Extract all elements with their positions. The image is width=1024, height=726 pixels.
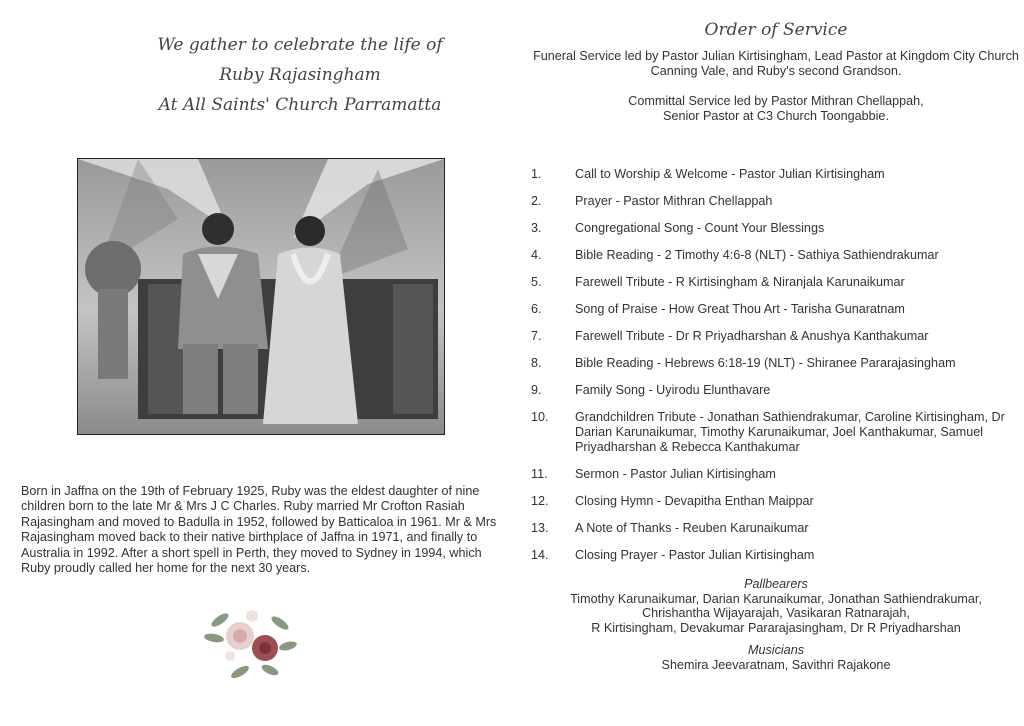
service-item (531, 494, 1011, 509)
item-text: Call to Worship & Welcome - Pastor Julian Kirtisingham (575, 167, 885, 181)
item-number: 14. (531, 548, 549, 562)
service-item (531, 329, 1011, 344)
service-program-list (531, 167, 1011, 575)
item-number: 9. (531, 383, 542, 397)
pallbearers-heading: Pallbearers (744, 577, 808, 591)
item-text: Family Song - Uyirodu Elunthavare (575, 383, 771, 397)
item-text: Congregational Song - Count Your Blessings (575, 221, 825, 235)
header-line-name: Ruby Rajasingham (219, 65, 381, 85)
tribute-header (40, 30, 560, 120)
service-item (531, 383, 1011, 398)
pallbearers-line-3: R Kirtisingham, Devakumar Pararajasingham, Dr R Priyadharshan (591, 620, 961, 635)
item-text: Grandchildren Tribute - Jonathan Sathiendrakumar, Caroline Kirtisingham, Dr Darian Karunaikumar, Timothy Karunaikumar, Joel Kanthakumar, Samuel Priyadharshan & Rebecca Kanthakumar (575, 410, 1005, 454)
committal-line-2: Senior Pastor at C3 Church Toongabbie. (663, 109, 889, 123)
musicians-heading: Musicians (748, 643, 804, 657)
service-item (531, 248, 1011, 263)
service-item (531, 467, 1011, 482)
item-number: 6. (531, 302, 542, 316)
service-item (531, 548, 1011, 563)
service-item (531, 167, 1011, 182)
service-item (531, 275, 1011, 290)
floral-ornament (200, 598, 300, 686)
item-text: Closing Prayer - Pastor Julian Kirtisingham (575, 548, 815, 562)
funeral-service-intro: Funeral Service led by Pastor Julian Kirtisingham, Lead Pastor at Kingdom City Church Canning Vale, and Ruby's second Grandson. (533, 49, 1019, 78)
item-text: Bible Reading - Hebrews 6:18-19 (NLT) - Shiranee Pararajasingham (575, 356, 956, 370)
service-item (531, 410, 1011, 455)
service-item (531, 356, 1011, 371)
order-of-service-title: Order of Service (704, 20, 848, 40)
item-number: 5. (531, 275, 542, 289)
pallbearers-line-2: Chrishantha Wijayarajah, Vasikaran Ratnarajah, (642, 606, 910, 620)
item-number: 3. (531, 221, 542, 235)
item-number: 8. (531, 356, 542, 370)
service-item (531, 302, 1011, 317)
service-header (530, 18, 1022, 124)
committal-line-1: Committal Service led by Pastor Mithran Chellappah, (628, 94, 924, 108)
item-number: 13. (531, 521, 549, 535)
item-number: 12. (531, 494, 549, 508)
service-item (531, 521, 1011, 536)
item-text: A Note of Thanks - Reuben Karunaikumar (575, 521, 809, 535)
item-text: Farewell Tribute - Dr R Priyadharshan & Anushya Kanthakumar (575, 329, 929, 343)
item-number: 10. (531, 410, 549, 424)
header-line-venue: At All Saints' Church Parramatta (158, 95, 442, 115)
pallbearers-line-1: Timothy Karunaikumar, Darian Karunaikumar, Jonathan Sathiendrakumar, (570, 591, 982, 606)
musicians-names: Shemira Jeevaratnam, Savithri Rajakone (661, 657, 891, 672)
item-number: 11. (531, 467, 548, 481)
committal-service-intro (530, 94, 1022, 124)
item-text: Closing Hymn - Devapitha Enthan Maippar (575, 494, 814, 508)
item-text: Sermon - Pastor Julian Kirtisingham (575, 467, 776, 481)
wedding-photo (77, 158, 445, 435)
item-number: 1. (531, 167, 542, 181)
item-text: Farewell Tribute - R Kirtisingham & Niranjala Karunaikumar (575, 275, 905, 289)
biography-paragraph: Born in Jaffna on the 19th of February 1925, Ruby was the eldest daughter of nine children born to the late Mr & Mrs J C Charles. Ruby married Mr Crofton Rasiah Rajasingham and moved to Badulla in 1952, followed by Batticaloa in 1961. Mr & Mrs Rajasingham moved back to their native birthplace of Jaffna in 1971, and finally to Australia in 1992. After a short spell in Perth, they moved to Sydney in 1994, which Ruby proudly called her home for the next 30 years. (21, 484, 497, 576)
item-number: 7. (531, 329, 542, 343)
item-text: Bible Reading - 2 Timothy 4:6-8 (NLT) - Sathiya Sathiendrakumar (575, 248, 939, 262)
service-item (531, 221, 1011, 236)
header-line-1: We gather to celebrate the life of (157, 35, 443, 55)
spacer (530, 635, 1022, 643)
item-number: 4. (531, 248, 542, 262)
item-text: Prayer - Pastor Mithran Chellappah (575, 194, 773, 208)
credits-section (530, 577, 1022, 672)
service-item (531, 194, 1011, 209)
item-text: Song of Praise - How Great Thou Art - Tarisha Gunaratnam (575, 302, 905, 316)
item-number: 2. (531, 194, 542, 208)
